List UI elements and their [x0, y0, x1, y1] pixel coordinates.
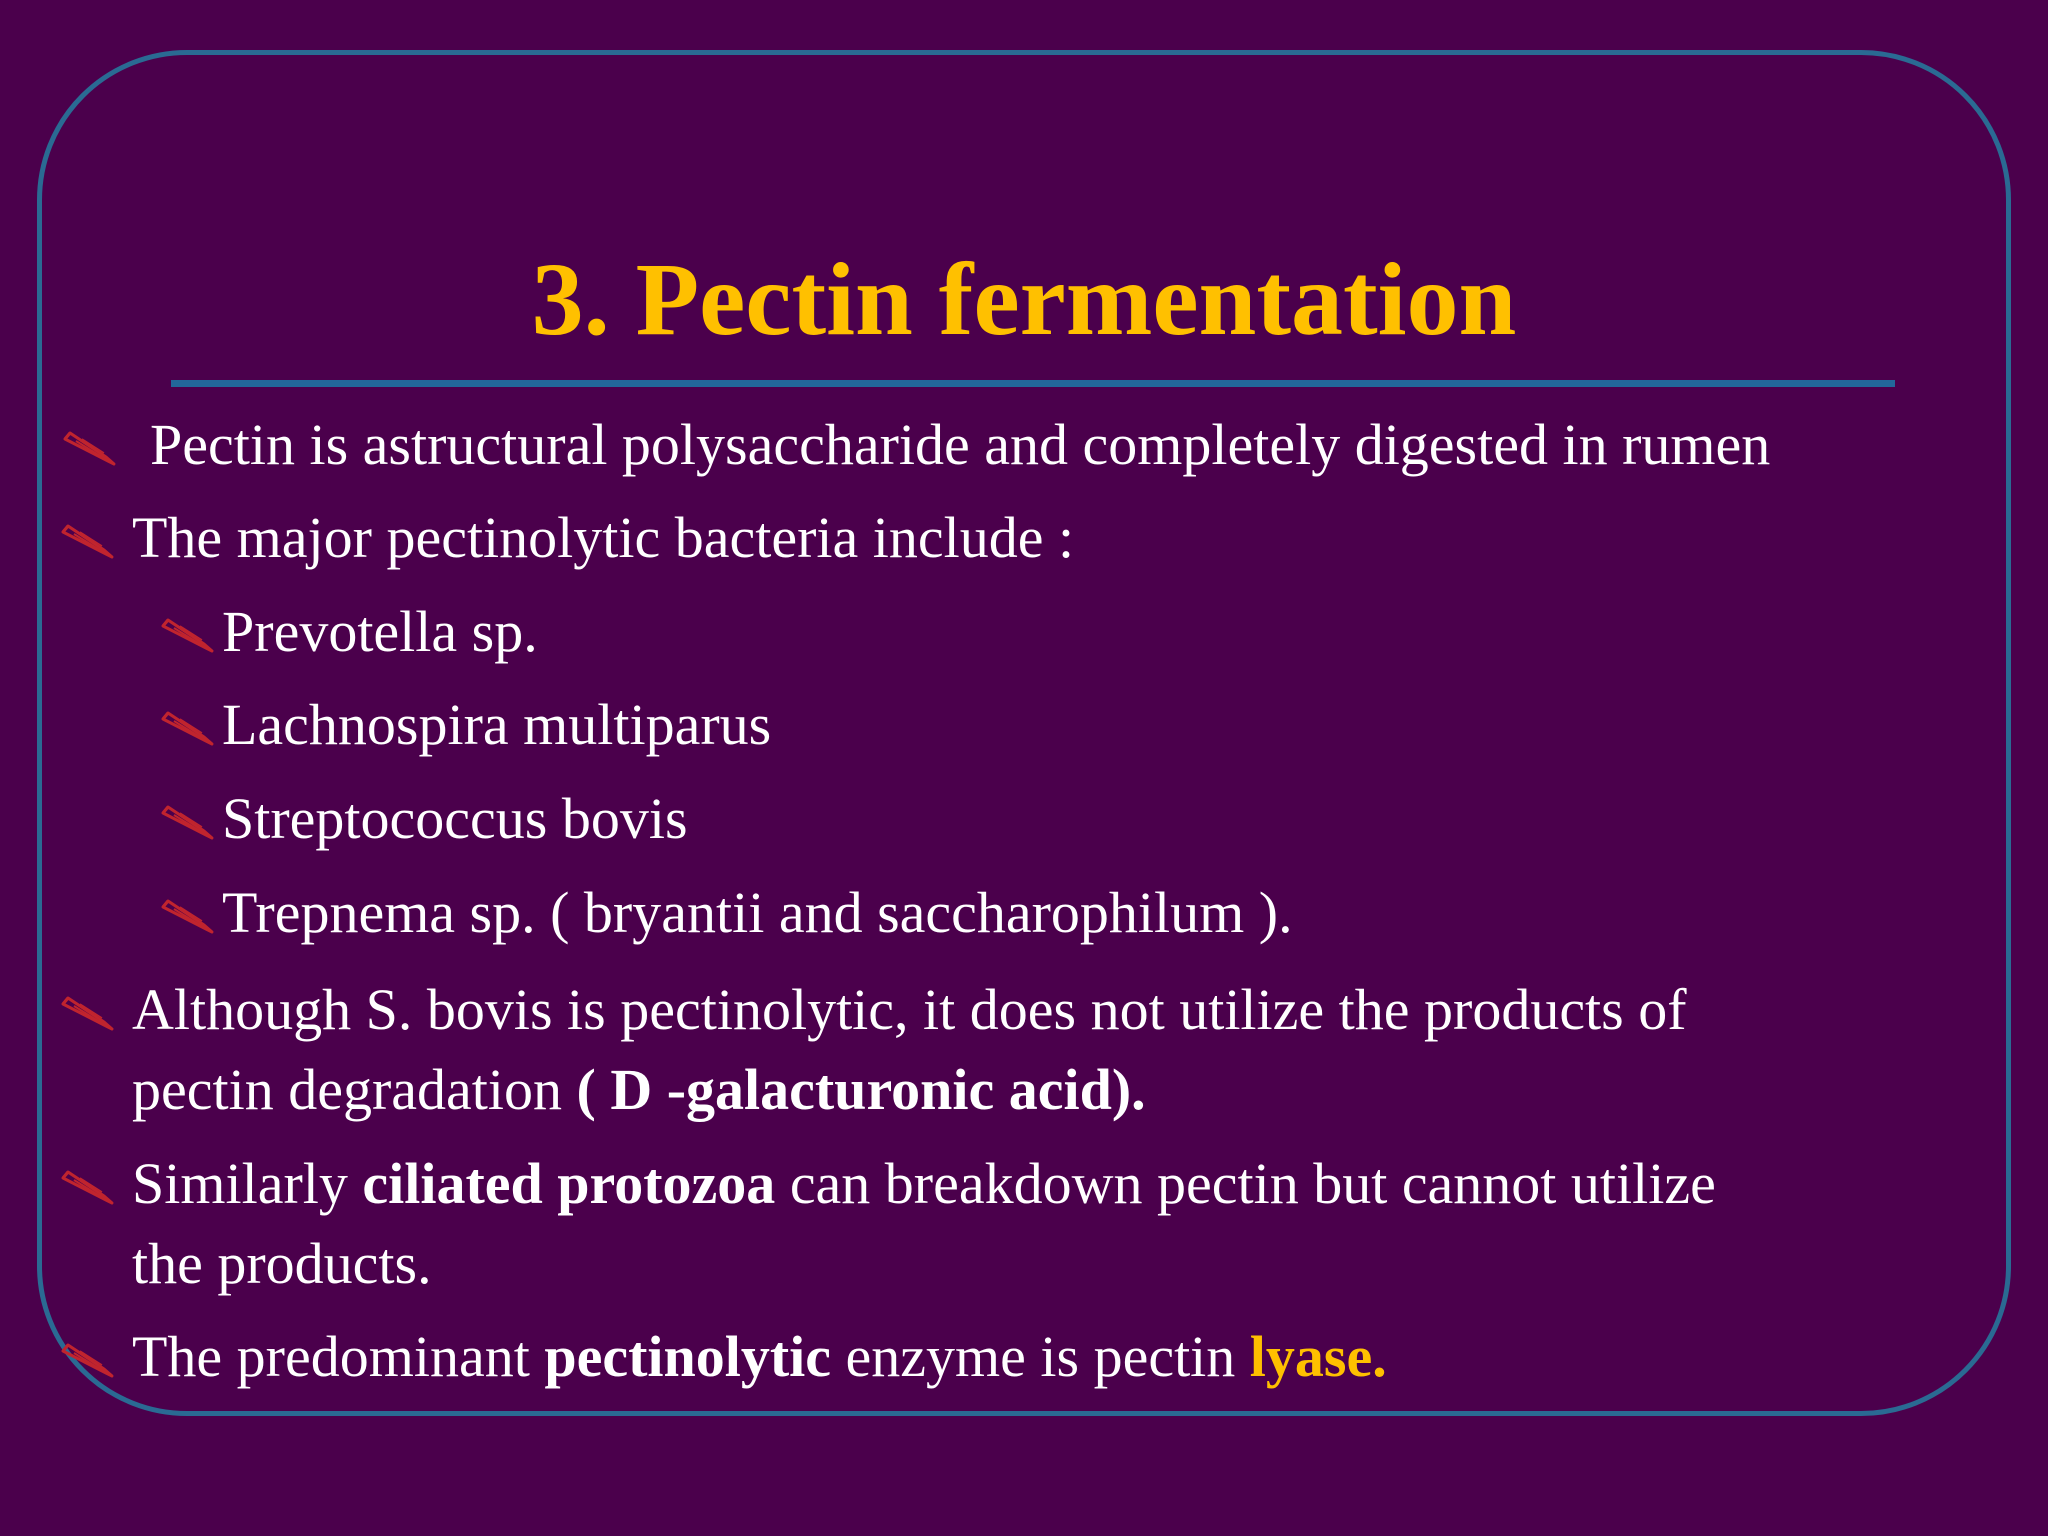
bullet-item — [150, 405, 1770, 485]
title-divider — [171, 380, 1895, 387]
pencil-icon — [160, 707, 214, 747]
pencil-icon — [160, 801, 214, 841]
sub-bullet-item — [222, 592, 538, 672]
bullet-text: The major pectinolytic bacteria include : — [132, 505, 1075, 570]
bullet-item — [132, 1144, 1716, 1304]
pencil-icon — [60, 520, 114, 560]
slide-title: 3. Pectin fermentation — [531, 242, 1517, 357]
bullet-text: Lachnospira multiparus — [222, 692, 772, 757]
sub-bullet-item — [222, 779, 688, 859]
text-run: enzyme is pectin — [831, 1324, 1250, 1389]
bullet-text-line — [132, 1144, 1716, 1224]
emphasis-text: ciliated protozoa — [362, 1151, 776, 1216]
sub-bullet-item — [222, 685, 771, 765]
bullet-text: Pectin is astructural polysaccharide and completely digested in rumen — [150, 412, 1771, 477]
bullet-text-line: the products. — [132, 1231, 432, 1296]
pencil-icon — [60, 1166, 114, 1206]
text-run: Similarly — [132, 1151, 363, 1216]
bullet-item — [132, 498, 1074, 578]
bullet-text-line — [132, 1050, 1687, 1130]
sub-bullet-item — [222, 873, 1293, 953]
bullet-text-line: Although S. bovis is pectinolytic, it does not utilize the products of — [132, 977, 1687, 1042]
pencil-icon — [60, 1339, 114, 1379]
text-run: pectin degradation — [132, 1057, 577, 1122]
pencil-icon — [160, 614, 214, 654]
text-run: The predominant — [132, 1324, 545, 1389]
bullet-text: Trepnema sp. ( bryantii and saccharophilum ). — [222, 880, 1293, 945]
highlight-text: lyase. — [1249, 1324, 1387, 1389]
bullet-item — [132, 970, 1687, 1130]
pencil-icon — [62, 427, 116, 467]
bullet-item — [132, 1317, 1387, 1397]
bullet-text: Streptococcus bovis — [222, 786, 688, 851]
pencil-icon — [160, 895, 214, 935]
emphasis-text: pectinolytic — [544, 1324, 832, 1389]
pencil-icon — [60, 992, 114, 1032]
bullet-text: Prevotella sp. — [222, 599, 538, 664]
text-run: can breakdown pectin but cannot utilize — [775, 1151, 1716, 1216]
emphasis-text: ( D -galacturonic acid). — [576, 1057, 1146, 1122]
